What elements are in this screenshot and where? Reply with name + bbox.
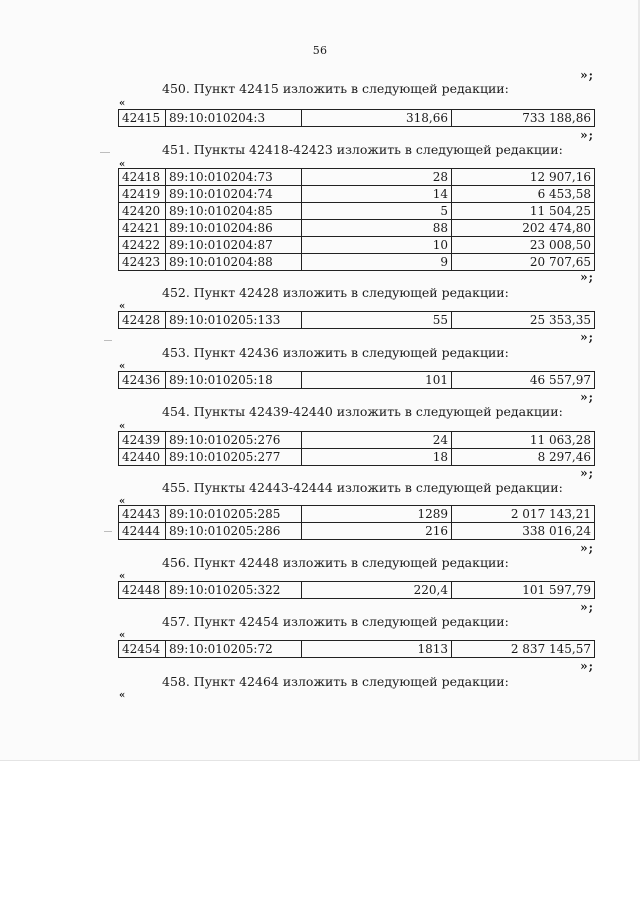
opening-quote-mark: « <box>119 690 126 701</box>
area-cell: 10 <box>302 237 452 254</box>
area-cell: 9 <box>302 254 452 271</box>
table-row <box>119 254 595 271</box>
value-cell: 101 597,79 <box>452 582 595 599</box>
item-number-cell: 42419 <box>119 186 166 203</box>
cadastral-number-cell: 89:10:010205:18 <box>166 372 302 389</box>
table-row <box>119 169 595 186</box>
cadastral-number-cell: 89:10:010204:74 <box>166 186 302 203</box>
page-number: 56 <box>312 44 328 57</box>
cadastral-number-cell: 89:10:010204:86 <box>166 220 302 237</box>
item-number-cell: 42420 <box>119 203 166 220</box>
section-heading: 451. Пункты 42418-42423 изложить в следующей редакции: <box>162 142 563 157</box>
closing-quote-mark: »; <box>580 466 594 480</box>
table-row <box>119 582 595 599</box>
area-cell: 101 <box>302 372 452 389</box>
item-number-cell: 42454 <box>119 641 166 658</box>
table-row <box>119 203 595 220</box>
value-cell: 8 297,46 <box>452 449 595 466</box>
opening-quote-mark: « <box>119 421 126 432</box>
item-number-cell: 42444 <box>119 523 166 540</box>
value-cell: 46 557,97 <box>452 372 595 389</box>
data-table <box>118 505 595 540</box>
closing-quote-mark: »; <box>580 270 594 284</box>
opening-quote-mark: « <box>119 361 126 372</box>
value-cell: 12 907,16 <box>452 169 595 186</box>
area-cell: 24 <box>302 432 452 449</box>
area-cell: 14 <box>302 186 452 203</box>
data-table <box>118 311 595 329</box>
area-cell: 220,4 <box>302 582 452 599</box>
item-number-cell: 42440 <box>119 449 166 466</box>
value-cell: 2 837 145,57 <box>452 641 595 658</box>
scan-mark <box>104 340 112 341</box>
value-cell: 6 453,58 <box>452 186 595 203</box>
item-number-cell: 42439 <box>119 432 166 449</box>
table-row <box>119 186 595 203</box>
cadastral-number-cell: 89:10:010205:285 <box>166 506 302 523</box>
cadastral-number-cell: 89:10:010205:133 <box>166 312 302 329</box>
closing-quote-mark: »; <box>580 330 594 344</box>
opening-quote-mark: « <box>119 98 126 109</box>
closing-quote-mark: »; <box>580 68 594 82</box>
table-row <box>119 110 595 127</box>
section-heading: 455. Пункты 42443-42444 изложить в следующей редакции: <box>162 480 563 495</box>
section-heading: 450. Пункт 42415 изложить в следующей редакции: <box>162 81 509 96</box>
data-table <box>118 581 595 599</box>
scan-mark <box>104 531 112 532</box>
cadastral-number-cell: 89:10:010205:277 <box>166 449 302 466</box>
opening-quote-mark: « <box>119 496 126 507</box>
closing-quote-mark: »; <box>580 600 594 614</box>
item-number-cell: 42436 <box>119 372 166 389</box>
value-cell: 2 017 143,21 <box>452 506 595 523</box>
value-cell: 11 504,25 <box>452 203 595 220</box>
cadastral-number-cell: 89:10:010205:286 <box>166 523 302 540</box>
table-row <box>119 523 595 540</box>
closing-quote-mark: »; <box>580 390 594 404</box>
cadastral-number-cell: 89:10:010204:3 <box>166 110 302 127</box>
item-number-cell: 42423 <box>119 254 166 271</box>
value-cell: 338 016,24 <box>452 523 595 540</box>
area-cell: 1289 <box>302 506 452 523</box>
section-heading: 453. Пункт 42436 изложить в следующей редакции: <box>162 345 509 360</box>
item-number-cell: 42415 <box>119 110 166 127</box>
table-row <box>119 220 595 237</box>
section-heading: 458. Пункт 42464 изложить в следующей редакции: <box>162 674 509 689</box>
value-cell: 11 063,28 <box>452 432 595 449</box>
table-row <box>119 432 595 449</box>
item-number-cell: 42418 <box>119 169 166 186</box>
table-row <box>119 312 595 329</box>
table-row <box>119 237 595 254</box>
area-cell: 318,66 <box>302 110 452 127</box>
item-number-cell: 42428 <box>119 312 166 329</box>
opening-quote-mark: « <box>119 630 126 641</box>
cadastral-number-cell: 89:10:010205:276 <box>166 432 302 449</box>
area-cell: 55 <box>302 312 452 329</box>
table-row <box>119 449 595 466</box>
closing-quote-mark: »; <box>580 541 594 555</box>
table-row <box>119 506 595 523</box>
data-table <box>118 431 595 466</box>
opening-quote-mark: « <box>119 301 126 312</box>
section-heading: 457. Пункт 42454 изложить в следующей редакции: <box>162 614 509 629</box>
value-cell: 202 474,80 <box>452 220 595 237</box>
scan-mark <box>100 152 110 153</box>
cadastral-number-cell: 89:10:010204:88 <box>166 254 302 271</box>
area-cell: 28 <box>302 169 452 186</box>
item-number-cell: 42422 <box>119 237 166 254</box>
opening-quote-mark: « <box>119 159 126 170</box>
area-cell: 1813 <box>302 641 452 658</box>
cadastral-number-cell: 89:10:010205:322 <box>166 582 302 599</box>
value-cell: 20 707,65 <box>452 254 595 271</box>
area-cell: 216 <box>302 523 452 540</box>
area-cell: 18 <box>302 449 452 466</box>
opening-quote-mark: « <box>119 571 126 582</box>
cadastral-number-cell: 89:10:010205:72 <box>166 641 302 658</box>
item-number-cell: 42448 <box>119 582 166 599</box>
table-row <box>119 372 595 389</box>
closing-quote-mark: »; <box>580 128 594 142</box>
area-cell: 5 <box>302 203 452 220</box>
data-table <box>118 168 595 271</box>
area-cell: 88 <box>302 220 452 237</box>
item-number-cell: 42421 <box>119 220 166 237</box>
cadastral-number-cell: 89:10:010204:85 <box>166 203 302 220</box>
table-row <box>119 641 595 658</box>
section-heading: 454. Пункты 42439-42440 изложить в следующей редакции: <box>162 404 563 419</box>
value-cell: 25 353,35 <box>452 312 595 329</box>
value-cell: 23 008,50 <box>452 237 595 254</box>
cadastral-number-cell: 89:10:010204:73 <box>166 169 302 186</box>
data-table <box>118 640 595 658</box>
item-number-cell: 42443 <box>119 506 166 523</box>
closing-quote-mark: »; <box>580 659 594 673</box>
data-table <box>118 109 595 127</box>
data-table <box>118 371 595 389</box>
cadastral-number-cell: 89:10:010204:87 <box>166 237 302 254</box>
value-cell: 733 188,86 <box>452 110 595 127</box>
section-heading: 452. Пункт 42428 изложить в следующей редакции: <box>162 285 509 300</box>
section-heading: 456. Пункт 42448 изложить в следующей редакции: <box>162 555 509 570</box>
